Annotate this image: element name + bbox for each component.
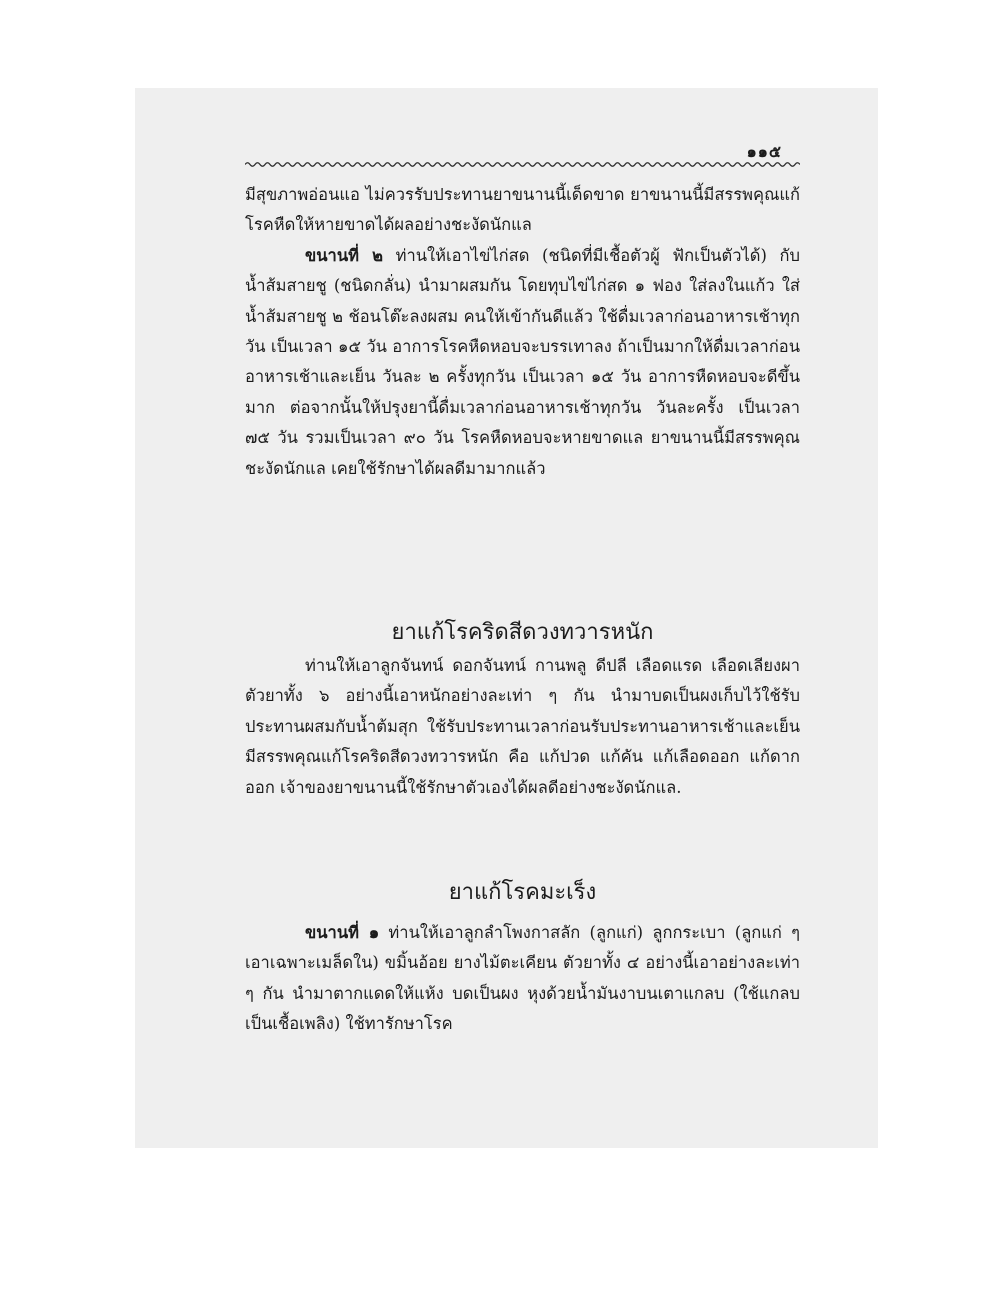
- cancer-formula-1-label: ขนานที่ ๑: [305, 923, 380, 942]
- section-heading-cancer: ยาแก้โรคมะเร็ง: [448, 880, 597, 905]
- scanned-page: [135, 88, 878, 1148]
- page-number: ๑๑๕: [746, 142, 782, 161]
- hemorrhoids-paragraph: ท่านให้เอาลูกจันทน์ ดอกจันทน์ กานพลู ดีปลี เลือดแรด เลือดเลียงผา ตัวยาทั้ง ๖ อย่างนี้เอาหนักอย่างละเท่า ๆ กัน นำมาบดเป็นผงเก็บไว้ใช้รับประทานผสมกับน้ำต้มสุก ใช้รับประทานเวลาก่อนรับประทานอาหารเช้าและเย็น มีสรรพคุณแก้โรคริดสีดวงทวารหนัก คือ แก้ปวด แก้คัน แก้เลือดออก แก้ดากออก เจ้าของยาขนานนี้ใช้รักษาตัวเองได้ผลดีอย่างชะงัดนักแล.: [245, 656, 800, 797]
- wavy-header-rule: [245, 161, 800, 168]
- cancer-formula-1-text: ท่านให้เอาลูกลำโพงกาสลัก (ลูกแก่) ลูกกระเบา (ลูกแก่ ๆ เอาเฉพาะเมล็ดใน) ขมิ้นอ้อย ยางไม้ตะเคียน ตัวยาทั้ง ๔ อย่างนี้เอาอย่างละเท่า ๆ กัน นำมาตากแดดให้แห้ง บดเป็นผง หุงด้วยน้ำมันงาบนเตาแกลบ (ใช้แกลบเป็นเชื้อเพลิง) ใช้ทารักษาโรค: [245, 923, 801, 1034]
- formula-2-paragraph: [245, 241, 800, 484]
- formula-2-label: ขนานที่ ๒: [305, 245, 383, 265]
- section-heading-hemorrhoids: ยาแก้โรคริดสีดวงทวารหนัก: [391, 620, 654, 645]
- cancer-formula-1-paragraph: [245, 918, 800, 1040]
- top-text-block: [245, 180, 800, 484]
- cancer-text-block: [245, 918, 800, 1040]
- formula-2-text: ท่านให้เอาไข่ไก่สด (ชนิดที่มีเชื้อตัวผู้ ฟักเป็นตัวได้) กับน้ำส้มสายชู (ชนิดกลั่น) นำมาผสมกัน โดยทุบไข่ไก่สด ๑ ฟอง ใส่ลงในแก้ว ใส่น้ำส้มสายชู ๒ ช้อนโต๊ะลงผสม คนให้เข้ากันดีแล้ว ใช้ดื่มเวลาก่อนอาหารเช้าทุกวัน เป็นเวลา ๑๕ วัน อาการโรคหืดหอบจะบรรเทาลง ถ้าเป็นมากให้ดื่มเวลาก่อนอาหารเช้าและเย็น วันละ ๒ ครั้งทุกวัน เป็นเวลา ๑๕ วัน อาการหืดหอบจะดีขึ้นมาก ต่อจากนั้นให้ปรุงยานี้ดื่มเวลาก่อนอาหารเช้าทุกวัน วันละครั้ง เป็นเวลา ๗๕ วัน รวมเป็นเวลา ๙๐ วัน โรคหืดหอบจะหายขาดแล ยาขนานนี้มีสรรพคุณชะงัดนักแล เคยใช้รักษาได้ผลดีมามากแล้ว: [245, 245, 801, 478]
- hemorrhoids-text-block: [245, 651, 800, 803]
- continued-paragraph: มีสุขภาพอ่อนแอ ไม่ควรรับประทานยาขนานนี้เด็ดขาด ยาขนานนี้มีสรรพคุณแก้โรคหืดให้หายขาดได้ผลอย่างชะงัดนักแล: [245, 185, 800, 235]
